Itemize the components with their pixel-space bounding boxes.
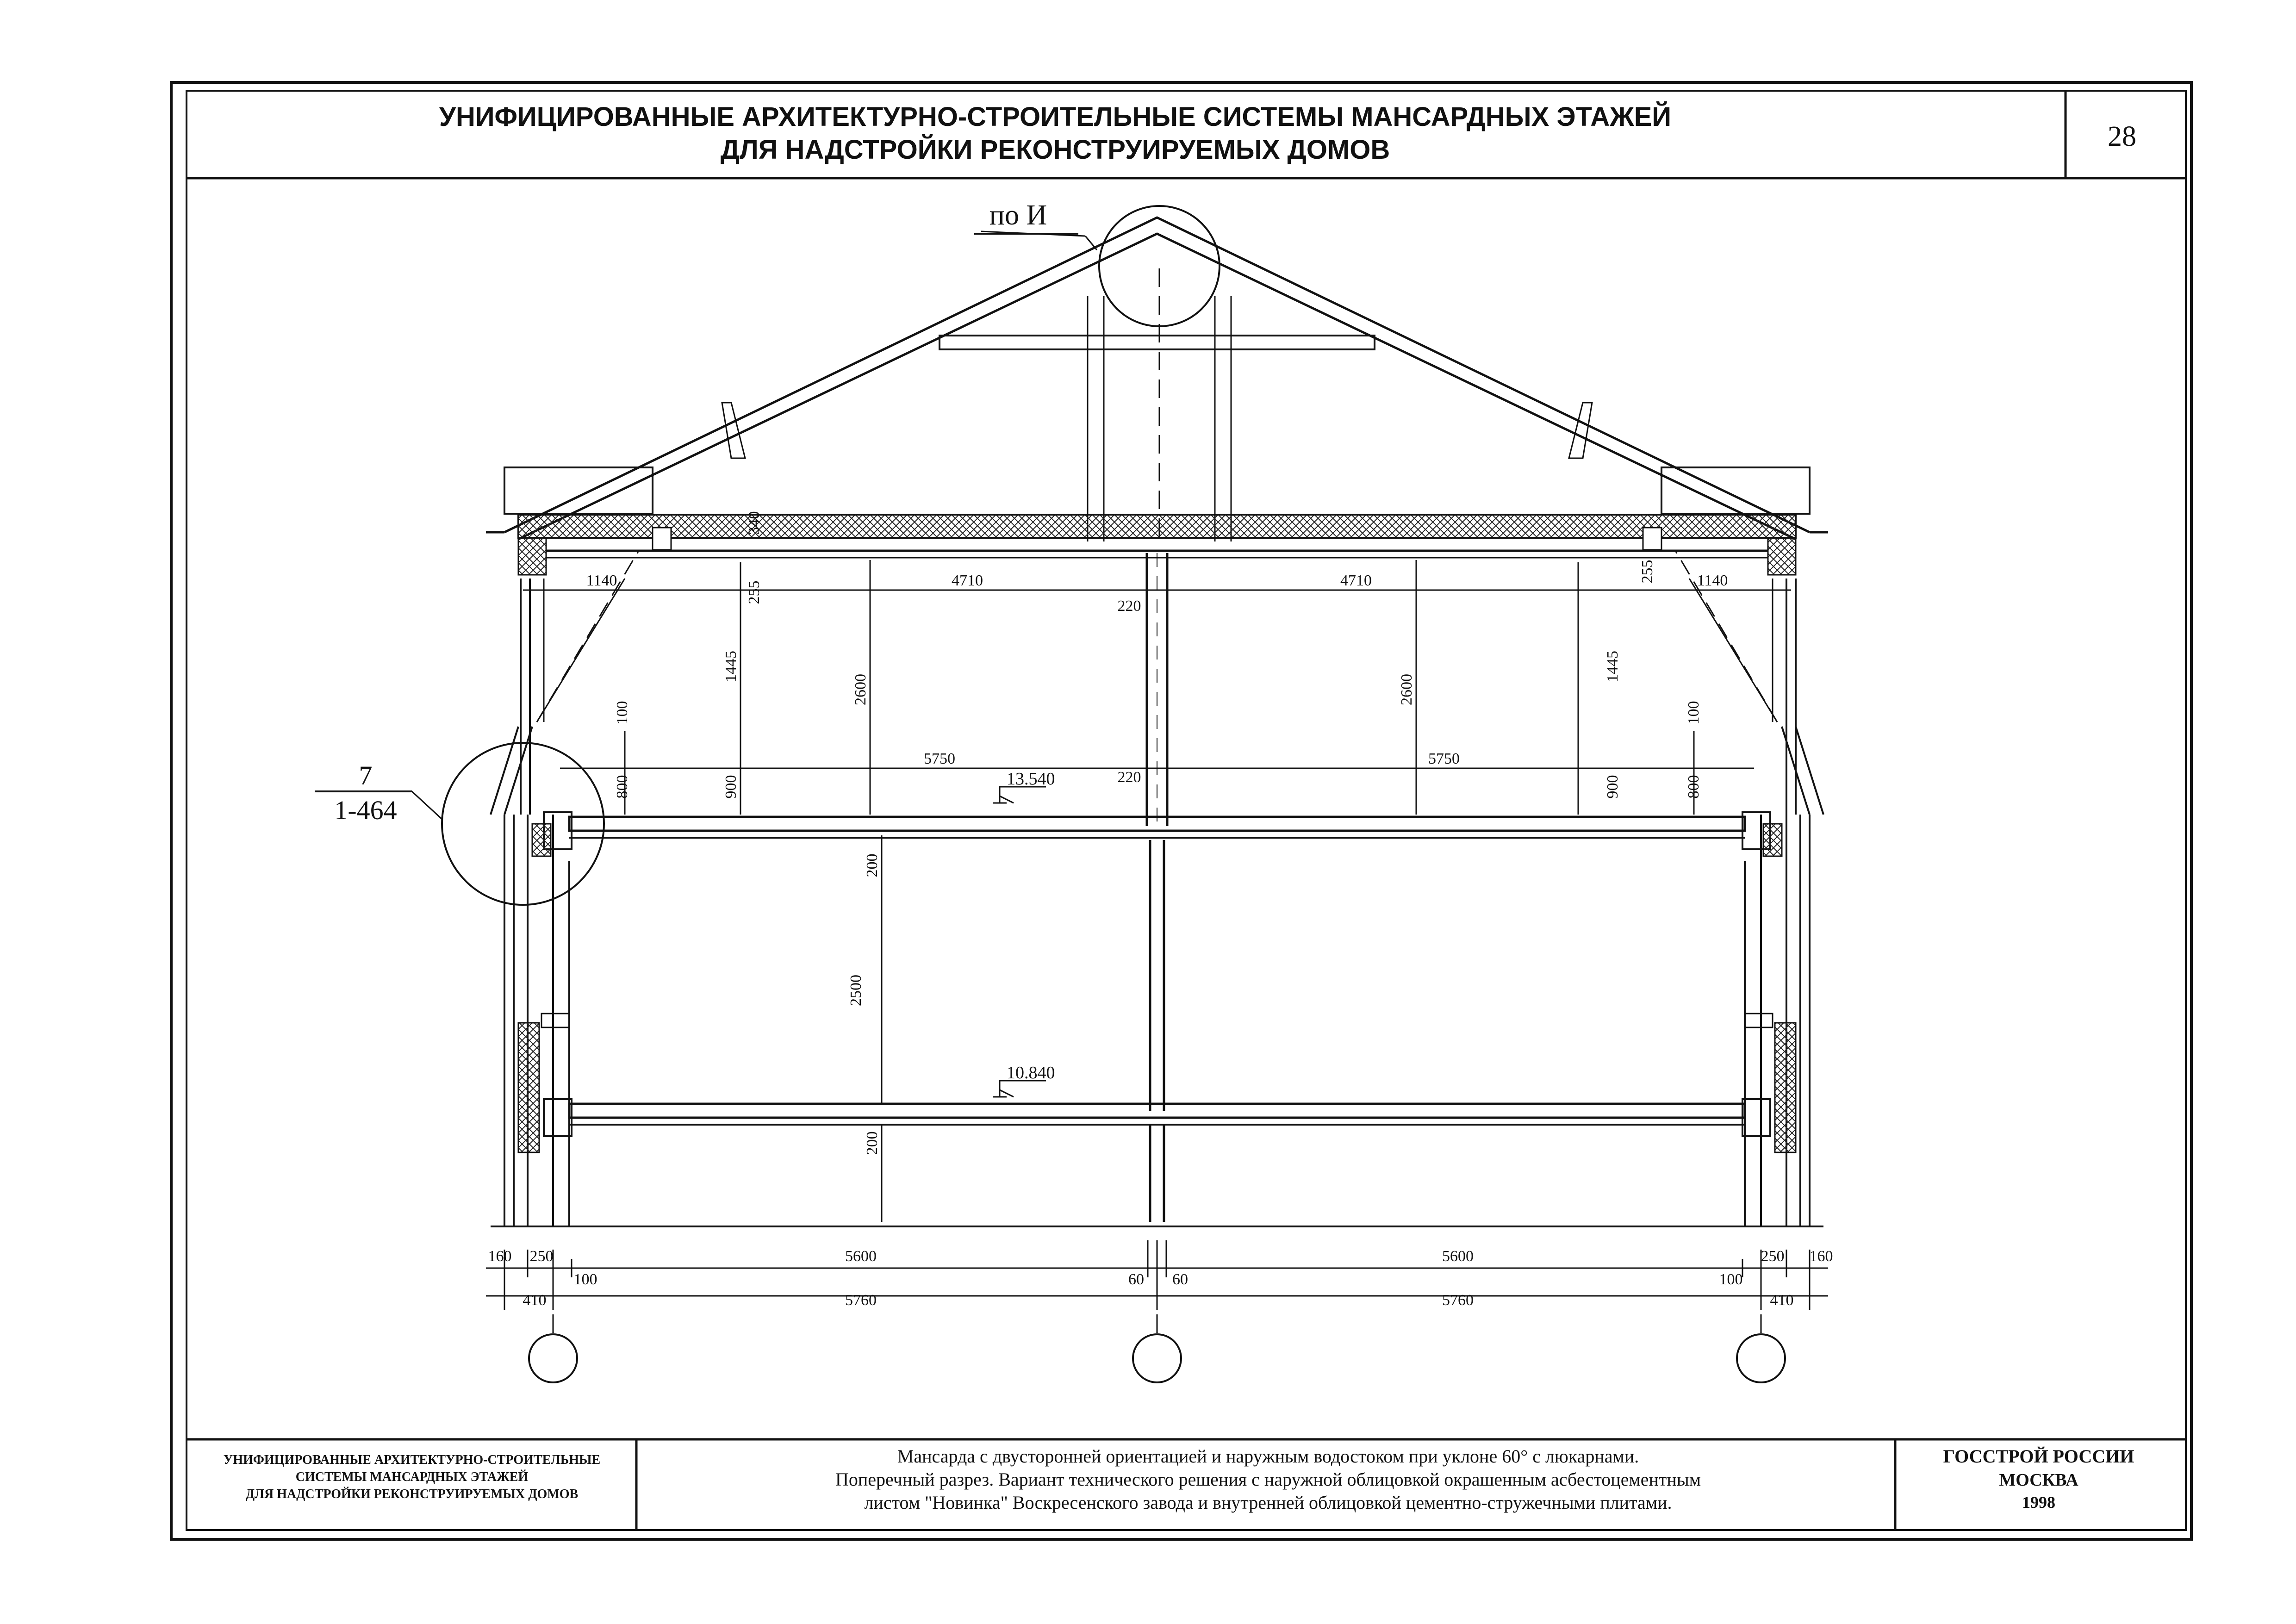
dim-200-bottom: 200 (864, 1131, 881, 1155)
dim-row1-0: 160 (488, 1248, 512, 1265)
dim-row1-4: 250 (1761, 1248, 1785, 1265)
inner-frame (187, 91, 2186, 1530)
elevation-marker-attic (993, 787, 1046, 803)
dim-2600-right: 2600 (1398, 674, 1415, 705)
dim-200-top: 200 (864, 853, 881, 877)
dim-row2-0: 410 (523, 1292, 547, 1309)
dim-255-left: 255 (746, 580, 763, 604)
dim-100-left: 100 (614, 701, 631, 725)
bottom-dimension-chains (486, 1240, 1828, 1333)
dim-900-left: 900 (722, 775, 740, 799)
dim-row1-3: 5600 (1442, 1248, 1474, 1265)
dim-800-right: 800 (1685, 775, 1702, 799)
dim-row1-5: 160 (1809, 1248, 1833, 1265)
dim-span-right: 4710 (1340, 572, 1372, 589)
grid-axis-left (529, 1334, 577, 1382)
title-block-left-line1: УНИФИЦИРОВАННЫЕ АРХИТЕКТУРНО-СТРОИТЕЛЬНЫЕ (223, 1453, 601, 1467)
header-title-line1: УНИФИЦИРОВАННЫЕ АРХИТЕКТУРНО-СТРОИТЕЛЬНЫЕ СИСТЕМЫ МАНСАРДНЫХ ЭТАЖЕЙ (439, 102, 1672, 132)
dim-row1-sub-0: 100 (573, 1271, 597, 1288)
grid-axis-center (1133, 1334, 1181, 1382)
organization-year: 1998 (2022, 1493, 2055, 1512)
drawing-description-line3: листом "Новинка" Воскресенского завода и внутренней облицовкой цементно-стружечными плитами. (864, 1492, 1672, 1513)
ridge-detail-ref: по И (989, 199, 1047, 231)
organization-city: МОСКВА (1999, 1470, 2078, 1490)
dim-row1-2: 5600 (845, 1248, 877, 1265)
dim-beam-mid: 220 (1117, 769, 1141, 786)
dim-2600-left: 2600 (852, 674, 869, 705)
title-block-left-line2: СИСТЕМЫ МАНСАРДНЫХ ЭТАЖЕЙ (295, 1470, 529, 1484)
attic-floor-slab (544, 812, 1770, 849)
dim-1445-left: 1445 (722, 651, 740, 682)
header-title-line2: ДЛЯ НАДСТРОЙКИ РЕКОНСТРУИРУЕМЫХ ДОМОВ (720, 135, 1390, 165)
dim-1445-right: 1445 (1604, 651, 1621, 682)
dim-340: 340 (746, 511, 763, 535)
exterior-walls (504, 815, 1810, 1226)
roof-section (486, 206, 1828, 541)
eave-detail-circle (442, 743, 604, 905)
grid-axis-right (1737, 1334, 1785, 1382)
dim-800-left: 800 (614, 775, 631, 799)
drawing-description-line1: Мансарда с двусторонней ориентацией и наружным водостоком при уклоне 60° с люкарнами. (897, 1446, 1639, 1467)
dim-2500: 2500 (847, 975, 865, 1006)
lower-floor-slab (544, 1099, 1770, 1136)
dim-row1-sub-3: 100 (1719, 1271, 1743, 1288)
organization-name: ГОССТРОЙ РОССИИ (1943, 1446, 2134, 1467)
elevation-marker-lower (993, 1081, 1046, 1097)
drawing-description-line2: Поперечный разрез. Вариант технического решения с наружной облицовкой окрашенным асбестоцементным (835, 1469, 1701, 1490)
outer-frame (171, 82, 2191, 1539)
dim-row1-sub-1: 60 (1128, 1271, 1144, 1288)
dim-row2-2: 5760 (1442, 1292, 1474, 1309)
dim-row2-3: 410 (1770, 1292, 1794, 1309)
dim-eave-right: 1140 (1697, 572, 1728, 589)
elevation-lower: 10.840 (1007, 1063, 1055, 1083)
dim-span-left: 4710 (952, 572, 983, 589)
sheet-number: 28 (2108, 121, 2136, 152)
header (187, 91, 2186, 178)
dim-beam-top: 220 (1117, 597, 1141, 615)
dim-5750-left: 5750 (924, 750, 955, 767)
dim-5750-right: 5750 (1428, 750, 1460, 767)
dim-100-right: 100 (1685, 701, 1702, 725)
dim-255-right: 255 (1639, 560, 1656, 584)
title-block-left-line3: ДЛЯ НАДСТРОЙКИ РЕКОНСТРУИРУЕМЫХ ДОМОВ (245, 1487, 579, 1501)
central-column (1147, 553, 1167, 1222)
eave-detail-ref-bottom: 1-464 (334, 795, 397, 825)
dim-row1-1: 250 (529, 1248, 554, 1265)
elevation-attic: 13.540 (1007, 769, 1055, 789)
eave-detail-ref-top: 7 (359, 760, 373, 790)
dim-900-right: 900 (1604, 775, 1621, 799)
dim-eave-left: 1140 (586, 572, 617, 589)
dim-row1-sub-2: 60 (1172, 1271, 1188, 1288)
dim-row2-1: 5760 (845, 1292, 877, 1309)
